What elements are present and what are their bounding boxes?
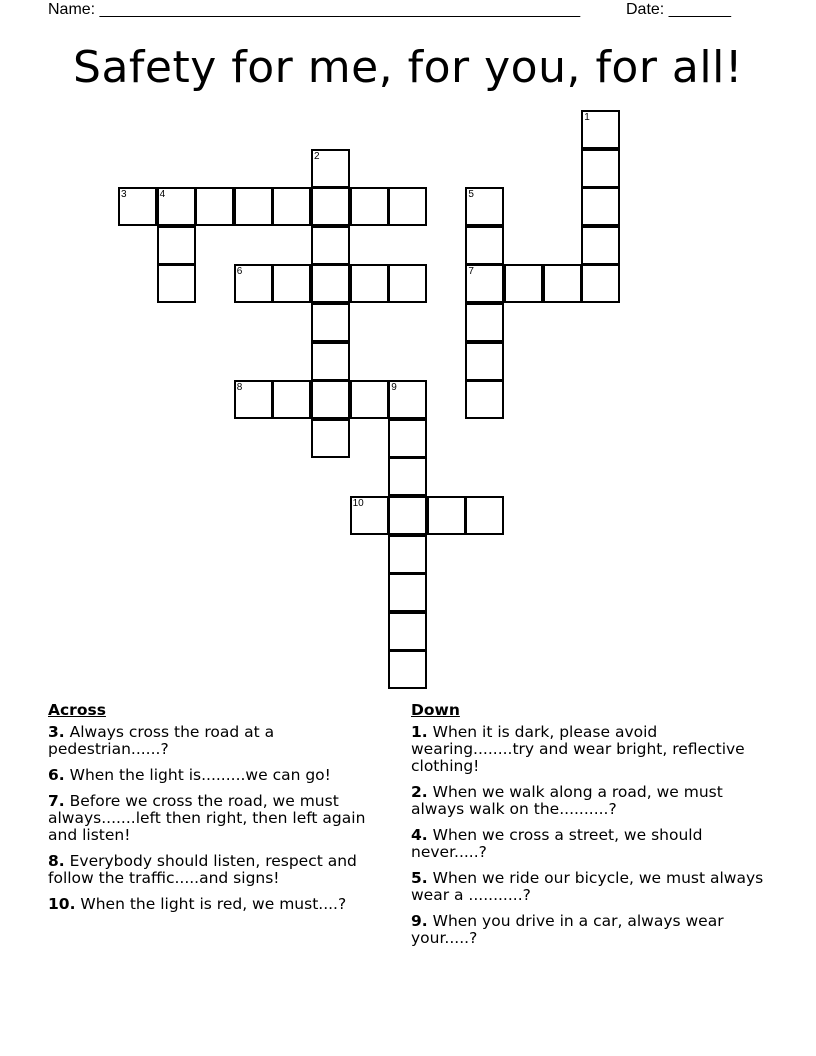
date-field[interactable]: Date: _______ <box>626 1 731 18</box>
crossword-cell[interactable] <box>465 303 504 342</box>
clue-number: 3 <box>48 723 59 741</box>
crossword-cell[interactable] <box>388 535 427 574</box>
cell-number: 5 <box>468 189 474 201</box>
clue-text: When we cross a street, we should never.....? <box>411 826 703 861</box>
crossword-cell[interactable] <box>311 303 350 342</box>
crossword-cell[interactable] <box>311 380 350 419</box>
clue-text: Always cross the road at a pedestrian......? <box>48 723 275 758</box>
crossword-cell[interactable] <box>388 187 427 226</box>
down-clues <box>411 702 771 956</box>
down-clue: 5. When we ride our bicycle, we must always wear a ...........? <box>411 869 764 904</box>
cell-number: 8 <box>236 382 243 394</box>
clue-number: 9 <box>411 912 422 930</box>
crossword-cell[interactable] <box>388 380 427 419</box>
crossword-cell[interactable] <box>157 264 196 303</box>
crossword-cell[interactable] <box>234 380 273 419</box>
crossword-cell[interactable] <box>118 187 157 226</box>
clue-number: 6 <box>48 766 59 784</box>
across-clue: 10. When the light is red, we must....? <box>48 895 347 913</box>
page-title: Safety for me, for you, for all! <box>73 42 743 93</box>
down-clue: 4. When we cross a street, we should never.....? <box>411 826 703 861</box>
crossword-cell[interactable] <box>581 149 620 188</box>
down-heading: Down <box>411 701 460 719</box>
clue-text: Everybody should listen, respect and follow the traffic.....and signs! <box>48 852 357 887</box>
crossword-cell[interactable] <box>388 650 427 689</box>
crossword-cell[interactable] <box>311 264 350 303</box>
cell-number: 2 <box>314 150 320 162</box>
clue-number: 1 <box>411 723 422 741</box>
crossword-cell[interactable] <box>234 187 273 226</box>
crossword-cell[interactable] <box>581 264 620 303</box>
clue-text: When the light is.........we can go! <box>69 766 331 784</box>
crossword-cell[interactable] <box>581 226 620 265</box>
crossword-cell[interactable] <box>234 264 273 303</box>
down-clue: 9. When you drive in a car, always wear your.....? <box>411 912 724 947</box>
clue-number: 2 <box>411 783 422 801</box>
crossword-cell[interactable] <box>581 187 620 226</box>
crossword-cell[interactable] <box>272 187 311 226</box>
across-clue: 3. Always cross the road at a pedestrian......? <box>48 723 275 758</box>
crossword-cell[interactable] <box>350 380 389 419</box>
crossword-cell[interactable] <box>350 187 389 226</box>
across-clues <box>48 702 388 922</box>
down-clue: 1. When it is dark, please avoid wearing........try and wear bright, reflective clothing! <box>411 723 745 775</box>
clue-number: 10 <box>48 895 70 913</box>
crossword-cell[interactable] <box>388 264 427 303</box>
crossword-cell[interactable] <box>311 187 350 226</box>
crossword-cell[interactable] <box>272 380 311 419</box>
crossword-cell[interactable] <box>465 264 504 303</box>
crossword-cell[interactable] <box>157 187 196 226</box>
across-clue: 7. Before we cross the road, we must always.......left then right, then left again and listen! <box>48 792 366 844</box>
crossword-cell[interactable] <box>388 496 427 535</box>
crossword-cell[interactable] <box>157 226 196 265</box>
cell-number: 6 <box>236 266 243 278</box>
crossword-cell[interactable] <box>465 187 504 226</box>
crossword-cell[interactable] <box>465 342 504 381</box>
clue-text: When we walk along a road, we must always walk on the..........? <box>411 783 723 818</box>
crossword-cell[interactable] <box>311 149 350 188</box>
clue-number: 4 <box>411 826 422 844</box>
crossword-cell[interactable] <box>388 612 427 651</box>
crossword-cell[interactable] <box>504 264 543 303</box>
clue-text: When we ride our bicycle, we must always wear a ...........? <box>411 869 764 904</box>
clue-text: Before we cross the road, we must always.......left then right, then left again and listen! <box>48 792 366 844</box>
crossword-cell[interactable] <box>465 226 504 265</box>
clue-number: 7 <box>48 792 59 810</box>
clue-text: When it is dark, please avoid wearing........try and wear bright, reflective clothing! <box>411 723 745 775</box>
cell-number: 1 <box>584 112 590 123</box>
crossword-cell[interactable] <box>350 264 389 303</box>
cell-number: 9 <box>391 382 397 394</box>
crossword-cell[interactable] <box>272 264 311 303</box>
crossword-cell[interactable] <box>311 419 350 458</box>
crossword-cell[interactable] <box>543 264 582 303</box>
crossword-cell[interactable] <box>388 457 427 496</box>
cell-number: 4 <box>159 189 166 201</box>
across-heading: Across <box>48 701 106 719</box>
down-clue: 2. When we walk along a road, we must always walk on the..........? <box>411 783 723 818</box>
cell-number: 7 <box>468 266 474 278</box>
name-field[interactable]: Name: ______________________________________________________ <box>48 1 581 18</box>
clue-text: When the light is red, we must....? <box>80 895 347 913</box>
crossword-cell[interactable] <box>427 496 466 535</box>
crossword-cell[interactable] <box>388 573 427 612</box>
crossword-cell[interactable] <box>195 187 234 226</box>
crossword-cell[interactable] <box>465 496 504 535</box>
crossword-cell[interactable] <box>311 342 350 381</box>
cell-number: 3 <box>121 189 127 201</box>
across-clue: 6. When the light is.........we can go! <box>48 766 331 784</box>
crossword-cell[interactable] <box>581 110 620 149</box>
crossword-cell[interactable] <box>388 419 427 458</box>
crossword-cell[interactable] <box>311 226 350 265</box>
crossword-cell[interactable] <box>350 496 389 535</box>
cell-number: 10 <box>352 498 364 509</box>
clue-number: 8 <box>48 852 59 870</box>
clue-number: 5 <box>411 869 422 887</box>
crossword-cell[interactable] <box>465 380 504 419</box>
across-clue: 8. Everybody should listen, respect and follow the traffic.....and signs! <box>48 852 357 887</box>
clue-text: When you drive in a car, always wear your.....? <box>411 912 724 947</box>
